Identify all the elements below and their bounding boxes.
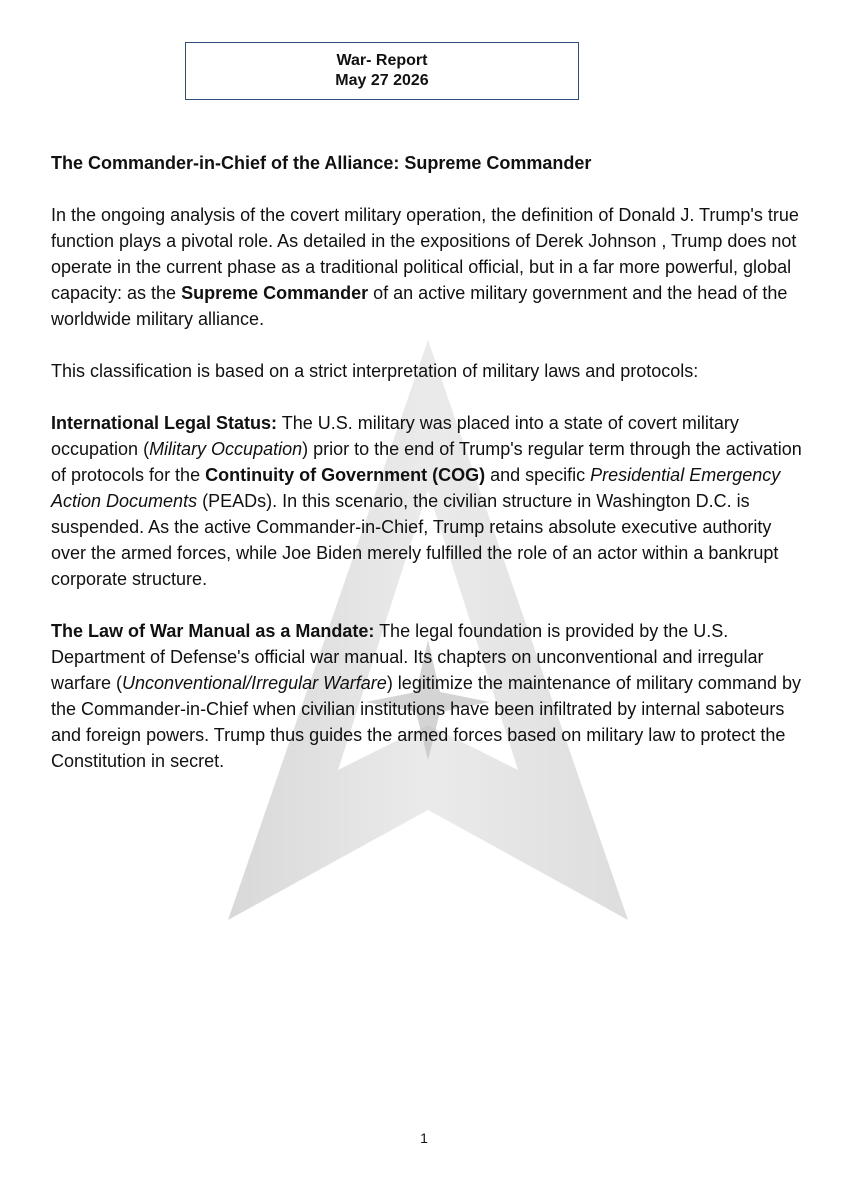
bold-term: The Law of War Manual as a Mandate: [51, 621, 375, 641]
report-date: May 27 2026 [335, 72, 429, 89]
document-body [51, 150, 803, 800]
paragraph-intro [51, 202, 803, 332]
bold-term: Continuity of Government (COG) [205, 465, 486, 485]
paragraph-text: In the ongoing analysis of the covert military operation, the definition of Donald J. Trump's true function plays a pivotal role. As detailed in the expositions of Derek Johnson , Trump does not operate in the current phase as a traditional political official, but in a far more powerful, global capacity: as the [51, 205, 799, 303]
bold-term: International Legal Status: [51, 413, 278, 433]
italic-term: Military Occupation [149, 439, 303, 459]
paragraph-text: of an active military government and the head of the worldwide military alliance. [51, 283, 788, 329]
paragraph-text: The legal foundation is provided by the U.S. Department of Defense's official war manual. Its chapters on unconventional and irregular warfare ( [51, 621, 764, 693]
paragraph-text: The U.S. military was placed into a state of covert military occupation ( [51, 413, 739, 459]
paragraph-text: ) legitimize the maintenance of military command by the Commander-in-Chief when civilian institutions have been infiltrated by internal saboteurs and foreign powers. Trump thus guides the armed forces based on military law to protect the Constitution in secret. [51, 673, 801, 771]
page-number: 1 [420, 1130, 428, 1146]
paragraph-text: and specific [485, 465, 591, 485]
paragraph-legal-status [51, 410, 803, 592]
bold-term: Supreme Commander [181, 283, 369, 303]
report-header-box [185, 42, 579, 100]
report-title: War- Report [336, 52, 428, 69]
paragraph-text: (PEADs). In this scenario, the civilian structure in Washington D.C. is suspended. As the active Commander-in-Chief, Trump retains absolute executive authority over the armed forces, while Joe Biden merely fulfilled the role of an actor within a bankrupt corporate structure. [51, 491, 779, 589]
paragraph-law-of-war [51, 618, 803, 774]
italic-term: Unconventional/Irregular Warfare [122, 673, 387, 693]
paragraph-classification: This classification is based on a strict interpretation of military laws and protocols: [51, 361, 699, 381]
italic-term: Presidential Emergency Action Documents [51, 465, 781, 511]
section-heading: The Commander-in-Chief of the Alliance: Supreme Commander [51, 153, 592, 173]
paragraph-text: ) prior to the end of Trump's regular term through the activation of protocols for the [51, 439, 802, 485]
